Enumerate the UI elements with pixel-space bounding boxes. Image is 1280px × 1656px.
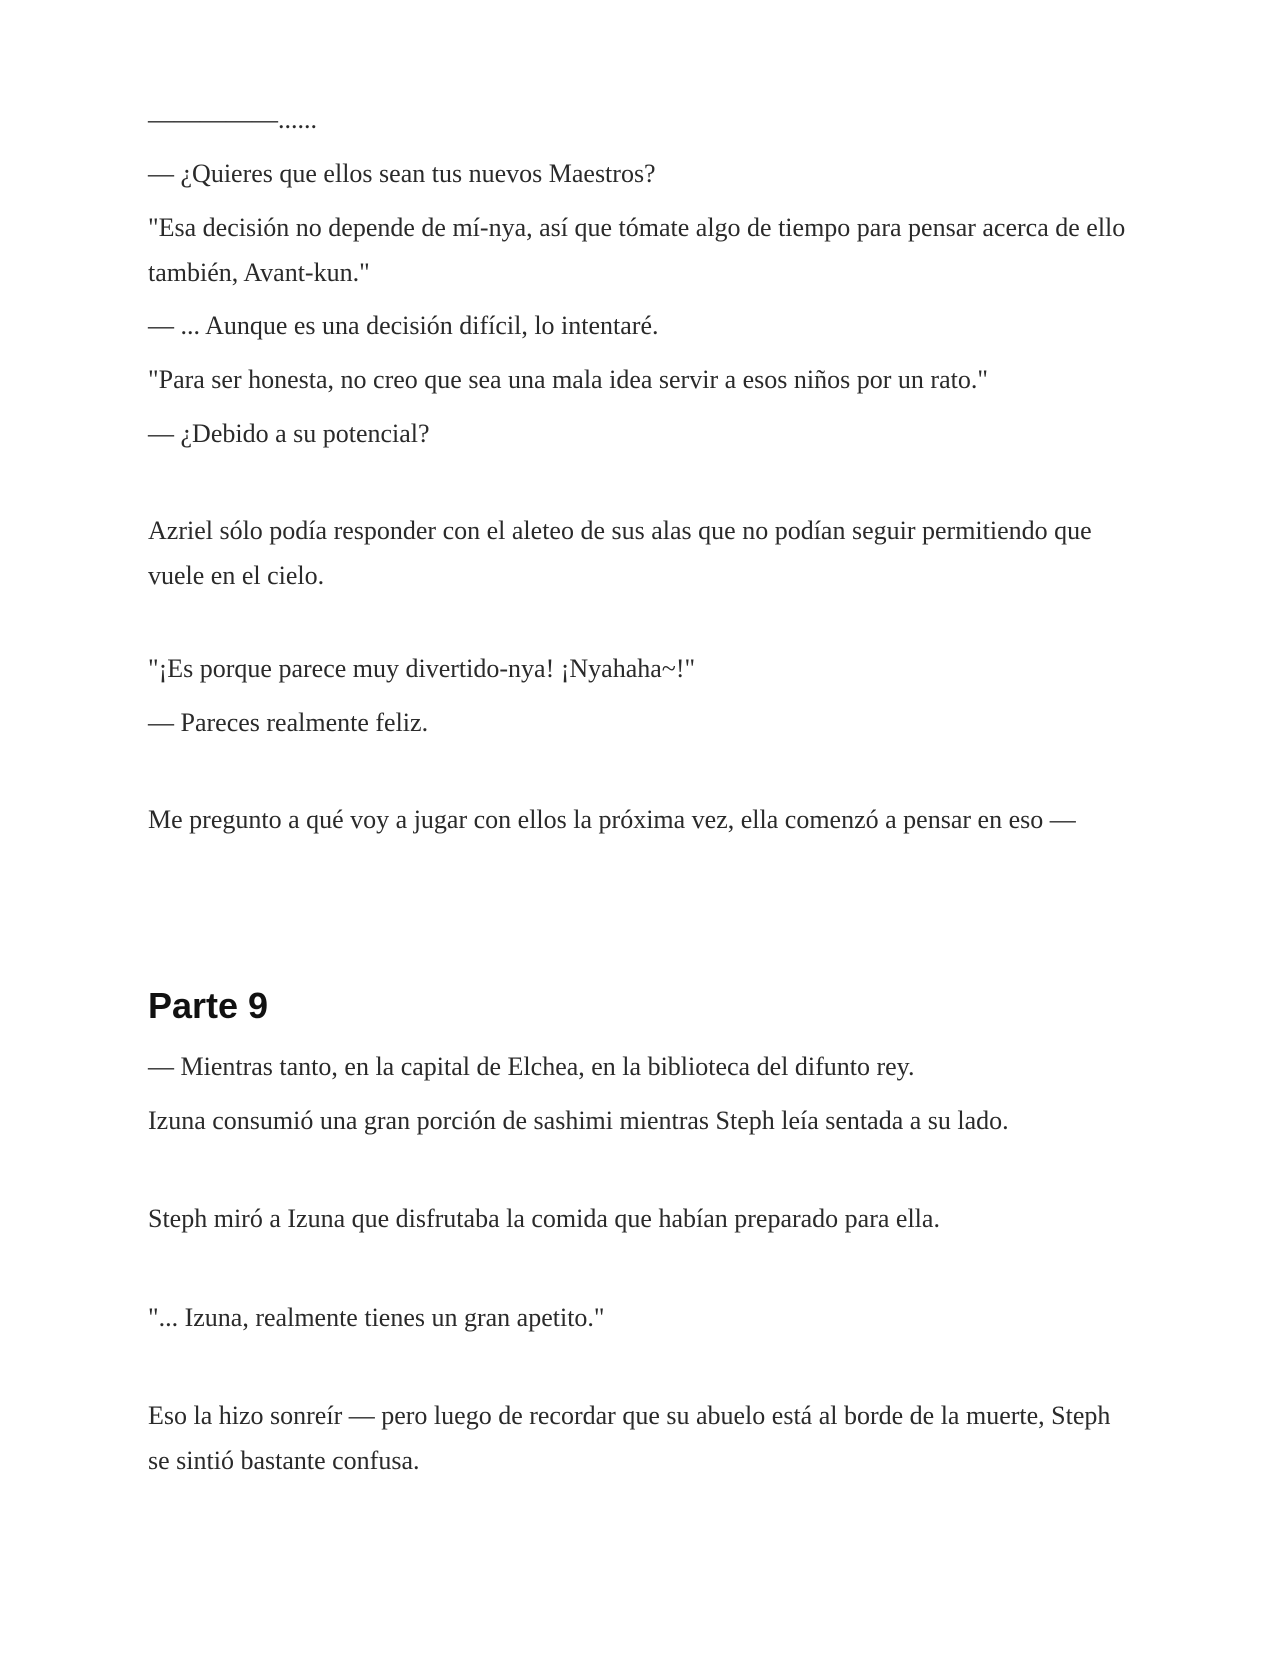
paragraph: "Para ser honesta, no creo que sea una mala idea servir a esos niños por un rato.": [148, 365, 988, 394]
paragraph: Me pregunto a qué voy a jugar con ellos la próxima vez, ella comenzó a pensar en eso —: [148, 805, 1076, 834]
paragraph: — Mientras tanto, en la capital de Elchea, en la biblioteca del difunto rey.: [148, 1052, 915, 1081]
paragraph: — ¿Quieres que ellos sean tus nuevos Maestros?: [148, 159, 656, 188]
paragraph: Eso la hizo sonreír — pero luego de recordar que su abuelo está al borde de la muerte, Steph se sintió bastante confusa.: [148, 1401, 1111, 1475]
paragraph: — ... Aunque es una decisión difícil, lo intentaré.: [148, 311, 659, 340]
paragraph: — Pareces realmente feliz.: [148, 708, 429, 737]
section-heading: Parte 9: [148, 985, 269, 1026]
paragraph: "Esa decisión no depende de mí-nya, así que tómate algo de tiempo para pensar acerca de ello también, Avant-kun.": [148, 213, 1126, 287]
paragraph: Izuna consumió una gran porción de sashimi mientras Steph leía sentada a su lado.: [148, 1106, 1009, 1135]
paragraph: Steph miró a Izuna que disfrutaba la comida que habían preparado para ella.: [148, 1204, 940, 1233]
paragraph: — ¿Debido a su potencial?: [148, 419, 430, 448]
paragraph: Azriel sólo podía responder con el aleteo de sus alas que no podían seguir permitiendo que vuele en el cielo.: [148, 516, 1092, 590]
paragraph: "¡Es porque parece muy divertido-nya! ¡Nyahaha~!": [148, 654, 696, 683]
paragraph: "... Izuna, realmente tienes un gran apetito.": [148, 1303, 605, 1332]
scene-break-line: —————......: [148, 105, 317, 134]
